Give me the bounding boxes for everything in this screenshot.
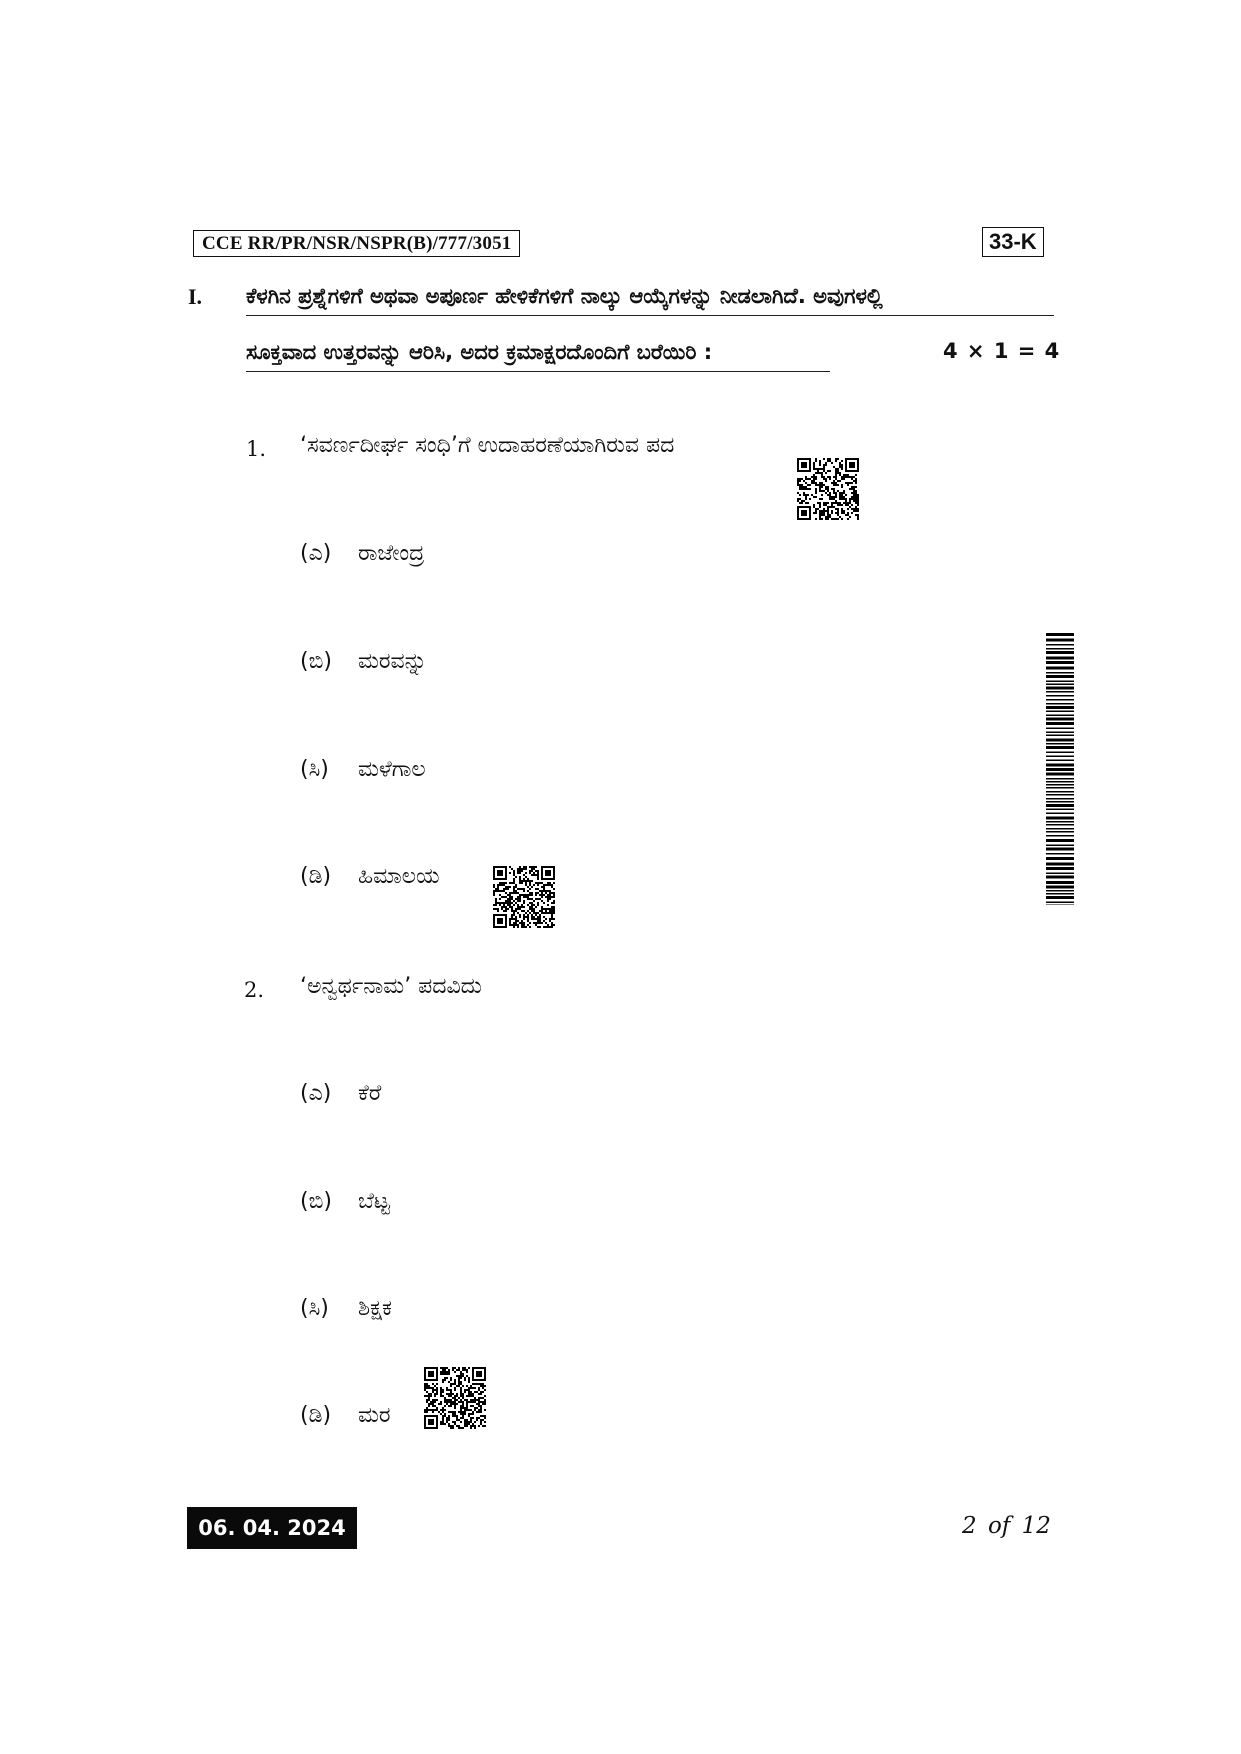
instruction-line-2: ಸೂಕ್ತವಾದ ಉತ್ತರವನ್ನು ಆರಿಸಿ, ಅದರ ಕ್ರಮಾಕ್ಷರದೊಂದಿಗೆ ಬರೆಯಿರಿ :: [246, 338, 830, 372]
option-label: (ಸಿ): [300, 757, 329, 782]
qr-code-icon: [424, 1367, 486, 1429]
option-label: (ಸಿ): [300, 1296, 329, 1321]
option-text: ಹಿಮಾಲಯ: [358, 864, 440, 889]
question-2-number: 2.: [244, 978, 265, 1002]
option-text: ಶಿಕ್ಷಕ: [358, 1296, 392, 1321]
option-text: ಮರ: [358, 1403, 391, 1428]
option-text: ಮರವನ್ನು: [358, 649, 427, 674]
option-text: ಬೆಟ್ಟ: [358, 1189, 390, 1214]
option-label: (ಡಿ): [300, 864, 332, 889]
question-1-option-a: [300, 541, 424, 566]
section-number: I.: [188, 284, 203, 309]
question-1-option-d: [300, 864, 440, 889]
exam-code: CCE RR/PR/NSR/NSPR(B)/777/3051: [193, 230, 520, 257]
question-2-option-d: [300, 1403, 391, 1428]
qr-code-icon: [797, 458, 859, 520]
option-label: (ಬಿ): [300, 1189, 332, 1214]
qr-code-icon: [493, 866, 555, 928]
question-1-option-b: [300, 649, 427, 674]
instruction-line-1: ಕೆಳಗಿನ ಪ್ರಶ್ನೆಗಳಿಗೆ ಅಥವಾ ಅಪೂರ್ಣ ಹೇಳಿಕೆಗಳಿಗೆ ನಾಲ್ಕು ಆಯ್ಕೆಗಳನ್ನು ನೀಡಲಾಗಿದೆ. ಅವುಗಳಲ್ಲಿ: [246, 282, 1054, 316]
marks-allocation: 4 × 1 = 4: [943, 339, 1061, 363]
question-2-option-a: [300, 1081, 381, 1106]
exam-date: 06. 04. 2024: [187, 1507, 357, 1549]
question-2-text: ‘ಅನ್ವರ್ಥನಾಮ’ ಪದವಿದು: [300, 974, 482, 999]
option-text: ಕೆರೆ: [358, 1081, 382, 1106]
question-1-number: 1.: [246, 437, 267, 461]
question-1-option-c: [300, 757, 426, 782]
option-text: ರಾಜೇಂದ್ರ: [358, 541, 425, 566]
option-label: (ಎ): [300, 1081, 332, 1106]
question-1-text: ‘ಸವರ್ಣದೀರ್ಘ ಸಂಧಿ’ಗೆ ಉದಾಹರಣೆಯಾಗಿರುವ ಪದ: [300, 433, 675, 458]
option-label: (ಬಿ): [300, 649, 332, 674]
question-2-option-b: [300, 1189, 390, 1214]
option-text: ಮಳೆಗಾಲ: [358, 757, 426, 782]
question-2-option-c: [300, 1296, 392, 1321]
option-label: (ಡಿ): [300, 1403, 332, 1428]
option-label: (ಎ): [300, 541, 332, 566]
page-number: 2 of 12: [962, 1513, 1051, 1539]
paper-code: 33-K: [982, 227, 1044, 257]
barcode-icon: [1046, 633, 1074, 905]
